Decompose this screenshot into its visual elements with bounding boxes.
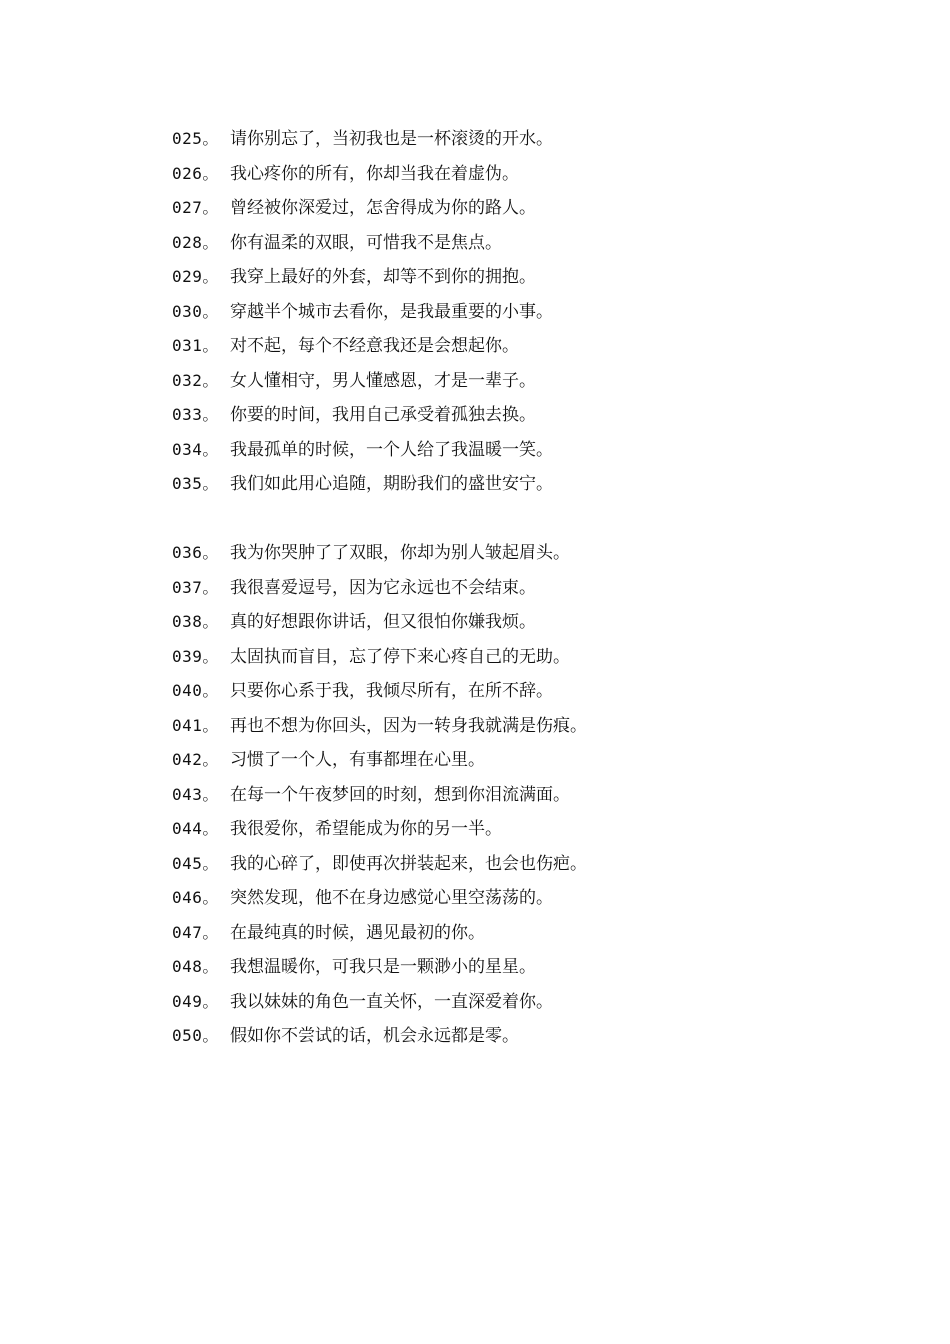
quote-number: 027。	[172, 198, 219, 217]
quote-line	[172, 778, 872, 813]
quote-text: 我们如此用心追随，期盼我们的盛世安宁。	[230, 474, 553, 494]
quote-line	[172, 640, 872, 675]
quote-text: 我很爱你，希望能成为你的另一半。	[230, 819, 502, 839]
quote-line	[172, 122, 872, 157]
quote-line	[172, 260, 872, 295]
quote-number: 036。	[172, 543, 219, 562]
quote-text: 我的心碎了，即使再次拼装起来，也会也伤疤。	[230, 853, 587, 874]
quote-text: 太固执而盲目，忘了停下来心疼自己的无助。	[230, 646, 570, 667]
quote-line	[172, 226, 872, 261]
quote-number: 050。	[172, 1026, 219, 1045]
quote-number: 047。	[172, 922, 219, 942]
quote-line	[172, 812, 872, 847]
quote-number: 033。	[172, 405, 219, 424]
quote-number: 037。	[172, 577, 219, 597]
quote-number: 026。	[172, 163, 219, 183]
quote-line	[172, 329, 872, 364]
quote-text: 女人懂相守，男人懂感恩，才是一辈子。	[230, 370, 536, 391]
quote-text: 我心疼你的所有，你却当我在着虚伪。	[230, 163, 519, 184]
quote-number: 038。	[172, 612, 219, 631]
quote-line	[172, 709, 872, 744]
quote-number: 044。	[172, 819, 219, 838]
quote-text: 请你别忘了，当初我也是一杯滚烫的开水。	[230, 129, 553, 149]
quote-line	[172, 398, 872, 433]
quote-line	[172, 847, 872, 882]
quote-number: 042。	[172, 750, 219, 769]
quote-text: 我以妹妹的角色一直关怀，一直深爱着你。	[230, 991, 553, 1012]
quote-number: 029。	[172, 267, 219, 286]
quote-line	[172, 536, 872, 571]
quote-number: 025。	[172, 129, 219, 148]
quote-number: 035。	[172, 474, 219, 493]
quote-line	[172, 433, 872, 468]
quote-text: 真的好想跟你讲话，但又很怕你嫌我烦。	[230, 612, 536, 632]
quote-text: 曾经被你深爱过，怎舍得成为你的路人。	[230, 198, 536, 218]
quote-line	[172, 950, 872, 985]
quote-line	[172, 191, 872, 226]
quote-list-section-1	[172, 122, 872, 502]
quote-number: 034。	[172, 439, 219, 459]
quote-line	[172, 295, 872, 330]
quote-text: 在最纯真的时候，遇见最初的你。	[230, 922, 485, 943]
quote-text: 假如你不尝试的话，机会永远都是零。	[230, 1026, 519, 1046]
quote-line	[172, 1019, 872, 1054]
quote-line	[172, 985, 872, 1020]
quote-number: 031。	[172, 336, 219, 355]
quote-number: 043。	[172, 784, 219, 804]
quote-text: 你要的时间，我用自己承受着孤独去换。	[230, 405, 536, 425]
quote-number: 046。	[172, 888, 219, 907]
quote-line	[172, 916, 872, 951]
quote-text: 我最孤单的时候，一个人给了我温暖一笑。	[230, 439, 553, 460]
quote-list-section-2	[172, 536, 872, 1054]
quote-text: 你有温柔的双眼，可惜我不是焦点。	[230, 232, 502, 253]
quote-line	[172, 674, 872, 709]
quote-number: 045。	[172, 853, 219, 873]
quote-text: 我为你哭肿了了双眼，你却为别人皱起眉头。	[230, 543, 570, 563]
quote-line	[172, 571, 872, 606]
quote-text: 我穿上最好的外套，却等不到你的拥抱。	[230, 267, 536, 287]
quote-text: 我很喜爱逗号，因为它永远也不会结束。	[230, 577, 536, 598]
quote-text: 习惯了一个人，有事都埋在心里。	[230, 750, 485, 770]
quote-text: 只要你心系于我，我倾尽所有，在所不辞。	[230, 681, 553, 701]
quote-line	[172, 364, 872, 399]
quote-number: 028。	[172, 232, 219, 252]
quote-line	[172, 467, 872, 502]
quote-line	[172, 157, 872, 192]
quote-text: 突然发现，他不在身边感觉心里空荡荡的。	[230, 888, 553, 908]
quote-number: 039。	[172, 646, 219, 666]
quote-text: 穿越半个城市去看你，是我最重要的小事。	[230, 301, 553, 322]
quote-text: 在每一个午夜梦回的时刻，想到你泪流满面。	[230, 784, 570, 805]
quote-number: 032。	[172, 370, 219, 390]
quote-line	[172, 743, 872, 778]
quote-number: 040。	[172, 681, 219, 700]
quote-text: 我想温暖你，可我只是一颗渺小的星星。	[230, 957, 536, 977]
quote-number: 030。	[172, 301, 219, 321]
quote-line	[172, 881, 872, 916]
quote-text: 对不起，每个不经意我还是会想起你。	[230, 336, 519, 356]
quote-line	[172, 605, 872, 640]
quote-number: 048。	[172, 957, 219, 976]
quote-number: 041。	[172, 715, 219, 735]
quote-text: 再也不想为你回头，因为一转身我就满是伤痕。	[230, 715, 587, 736]
quote-number: 049。	[172, 991, 219, 1011]
